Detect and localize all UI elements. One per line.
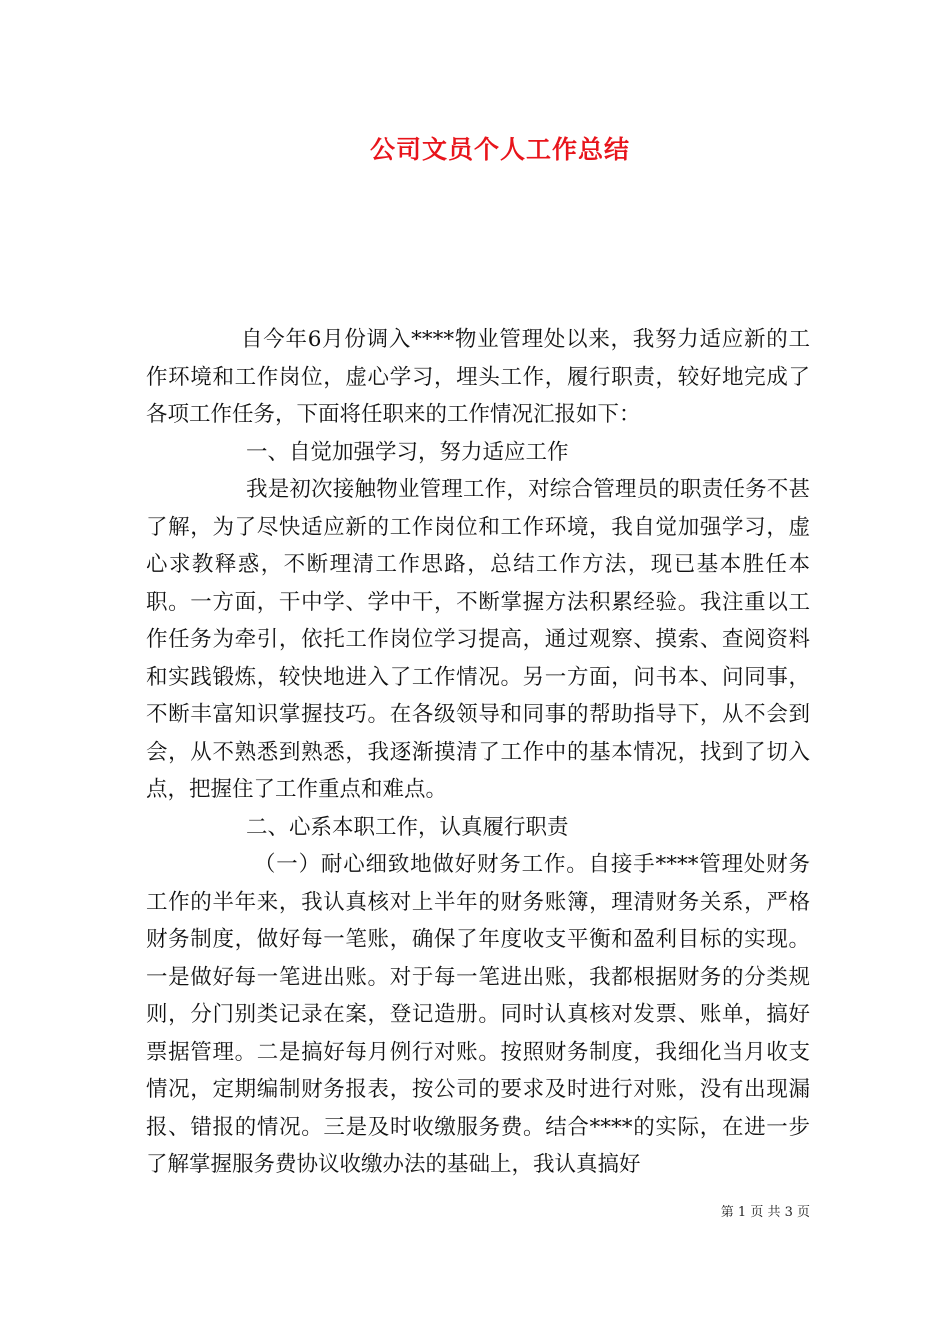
page-number: 第 1 页 共 3 页 [720,1205,810,1220]
document-body [146,321,810,1184]
document-title: 公司文员个人工作总结 [369,135,630,164]
section-1-paragraph: 我是初次接触物业管理工作，对综合管理员的职责任务不甚了解，为了尽快适应新的工作岗位和工作环境，我自觉加强学习，虚心求教释惑，不断理清工作思路，总结工作方法，现已基本胜任本职。一方面，干中学、学中干，不断掌握方法积累经验。我注重以工作任务为牵引，依托工作岗位学习提高，通过观察、摸索、查阅资料和实践锻炼，较快地进入了工作情况。另一方面，问书本、问同事，不断丰富知识掌握技巧。在各级领导和同事的帮助指导下，从不会到会，从不熟悉到熟悉，我逐渐摸清了工作中的基本情况，找到了切入点，把握住了工作重点和难点。 [146,477,810,802]
section-2-paragraph: （一）耐心细致地做好财务工作。自接手****管理处财务工作的半年来，我认真核对上半年的财务账簿，理清财务关系，严格财务制度，做好每一笔账，确保了年度收支平衡和盈利目标的实现。一是做好每一笔进出账。对于每一笔进出账，我都根据财务的分类规则，分门别类记录在案，登记造册。同时认真核对发票、账单，搞好票据管理。二是搞好每月例行对账。按照财务制度，我细化当月收支情况，定期编制财务报表，按公司的要求及时进行对账，没有出现漏报、错报的情况。三是及时收缴服务费。结合****的实际，在进一步了解掌握服务费协议收缴办法的基础上，我认真搞好 [146,852,810,1177]
section-heading-2: 二、心系本职工作，认真履行职责 [246,814,569,840]
intro-paragraph: 自今年6月份调入****物业管理处以来，我努力适应新的工作环境和工作岗位，虚心学习，埋头工作，履行职责，较好地完成了各项工作任务，下面将任职来的工作情况汇报如下： [146,327,810,427]
section-heading-1: 一、自觉加强学习，努力适应工作 [246,439,569,465]
